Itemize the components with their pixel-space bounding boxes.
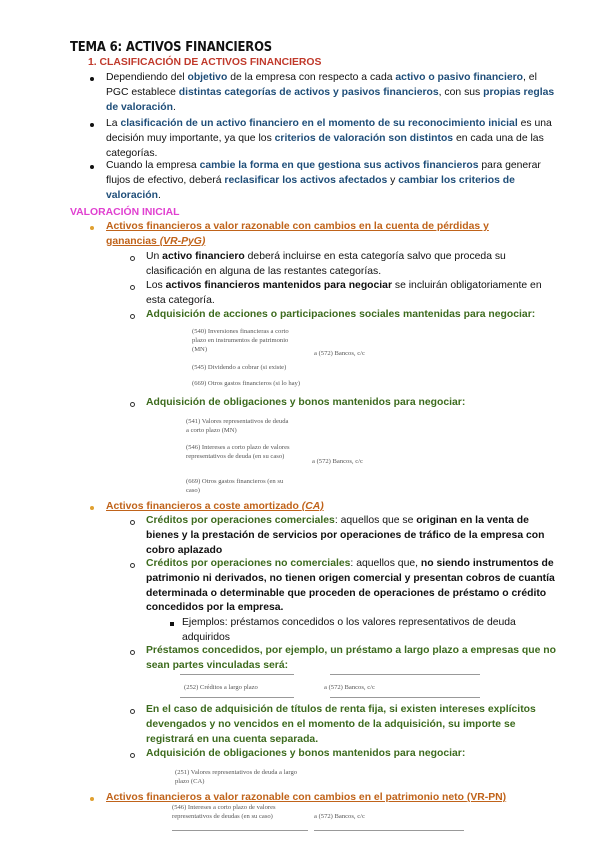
circle-bullet-icon <box>130 563 135 568</box>
bullet-icon <box>90 226 94 230</box>
paragraph-activo-financiero: Un activo financiero deberá incluirse en esta categoría salvo que proceda su clasificación en alguna de las restantes categorías. <box>146 251 506 277</box>
circle-bullet-icon <box>130 520 135 525</box>
journal-entry-obligaciones: (541) Valores representativos de deuda a corto plazo (MN) (546) Intereses a corto plazo de valores representativos de deuda (en su caso) (669) Otros gastos financieros (en su caso) a (572) Bancos, c/c <box>186 418 363 494</box>
circle-bullet-icon <box>130 314 135 319</box>
paragraph-clasificacion: La clasificación de un activo financiero en el momento de su reconocimiento inicial es una decisión muy importante, ya que los criterios de valoración son distintos en cada una de las categorías. <box>106 118 552 159</box>
circle-bullet-icon <box>130 402 135 407</box>
category-vr-pn: Activos financieros a valor razonable con cambios en el patrimonio neto (VR-PN) <box>106 792 507 803</box>
paragraph-creditos-comerciales: Créditos por operaciones comerciales: aquellos que se originan en la venta de bienes y la prestación de servicios por operaciones de tráfico de la empresa con cobro aplazado <box>146 515 545 556</box>
square-bullet-icon <box>170 622 174 626</box>
paragraph-mantenidos: Los activos financieros mantenidos para negociar se incluirán obligatoriamente en esta categoría. <box>146 280 542 306</box>
circle-bullet-icon <box>130 256 135 261</box>
bullet-icon <box>90 123 94 127</box>
heading-prestamos: Préstamos concedidos, por ejemplo, un préstamo a largo plazo a empresas que no sean partes vinculadas será: <box>146 645 556 671</box>
circle-bullet-icon <box>130 753 135 758</box>
bullet-icon <box>90 165 94 169</box>
journal-entry-prestamo: (252) Créditos a largo plazo a (572) Bancos, c/c <box>180 680 480 702</box>
paragraph-ejemplos: Ejemplos: préstamos concedidos o los valores representativos de deuda adquiridos <box>182 617 516 643</box>
bullet-icon <box>90 77 94 81</box>
paragraph-reclasificar: Cuando la empresa cambie la forma en que gestiona sus activos financieros para generar flujos de efectivo, deberá reclasificar los activos afectados y cambiar los criterios de valoración. <box>106 160 541 201</box>
journal-entry-acciones: (540) Inversiones financieras a corto plazo en instrumentos de patrimonio (MN) (545) Dividendo a cobrar (si existe) (669) Otros gastos financieros (si lo hay) a (572) Bancos, c/c <box>192 328 365 387</box>
page-title: TEMA 6: ACTIVOS FINANCIEROS <box>70 39 272 55</box>
bullet-icon <box>90 797 94 801</box>
circle-bullet-icon <box>130 650 135 655</box>
journal-entry-obligaciones-ca: (251) Valores representativos de deuda a largo plazo (CA) <box>175 769 298 785</box>
category-ca: Activos financieros a coste amortizado (CA) <box>106 501 324 512</box>
circle-bullet-icon <box>130 709 135 714</box>
heading-obligaciones-negociar: Adquisición de obligaciones y bonos mantenidos para negociar: <box>146 397 466 408</box>
paragraph-objetivo: Dependiendo del objetivo de la empresa con respecto a cada activo o pasivo financiero, el PGC establece distintas categorías de activos y pasivos financieros, con sus propias reglas de valoración. <box>106 72 555 113</box>
paragraph-creditos-no-comerciales: Créditos por operaciones no comerciales: aquellos que, no siendo instrumentos de patrimonio ni derivados, no tienen origen comercial y presentan cobros de cuantía determinada o determinable que proceden de operaciones de préstamo o crédito concedidos por la empresa. <box>146 558 555 614</box>
section-heading-valoracion: VALORACIÓN INICIAL <box>70 207 180 218</box>
category-vr-pyg: Activos financieros a valor razonable con cambios en la cuenta de pérdidas y ganancias (VR-PyG) <box>106 221 489 247</box>
heading-obligaciones-ca: Adquisición de obligaciones y bonos mantenidos para negociar: <box>146 748 466 759</box>
bullet-icon <box>90 506 94 510</box>
circle-bullet-icon <box>130 285 135 290</box>
journal-entry-vr-pn: (546) Intereses a corto plazo de valores representativos de deudas (en su caso) a (572) Bancos, c/c <box>172 804 472 838</box>
paragraph-renta-fija: En el caso de adquisición de títulos de renta fija, si existen intereses explícitos devengados y no vencidos en el momento de la adquisición, su importe se registrará en una cuenta separada. <box>146 704 536 745</box>
section-heading-clasificacion: 1. CLASIFICACIÓN DE ACTIVOS FINANCIEROS <box>88 57 322 68</box>
heading-acciones-negociar: Adquisición de acciones o participaciones sociales mantenidas para negociar: <box>146 309 536 320</box>
